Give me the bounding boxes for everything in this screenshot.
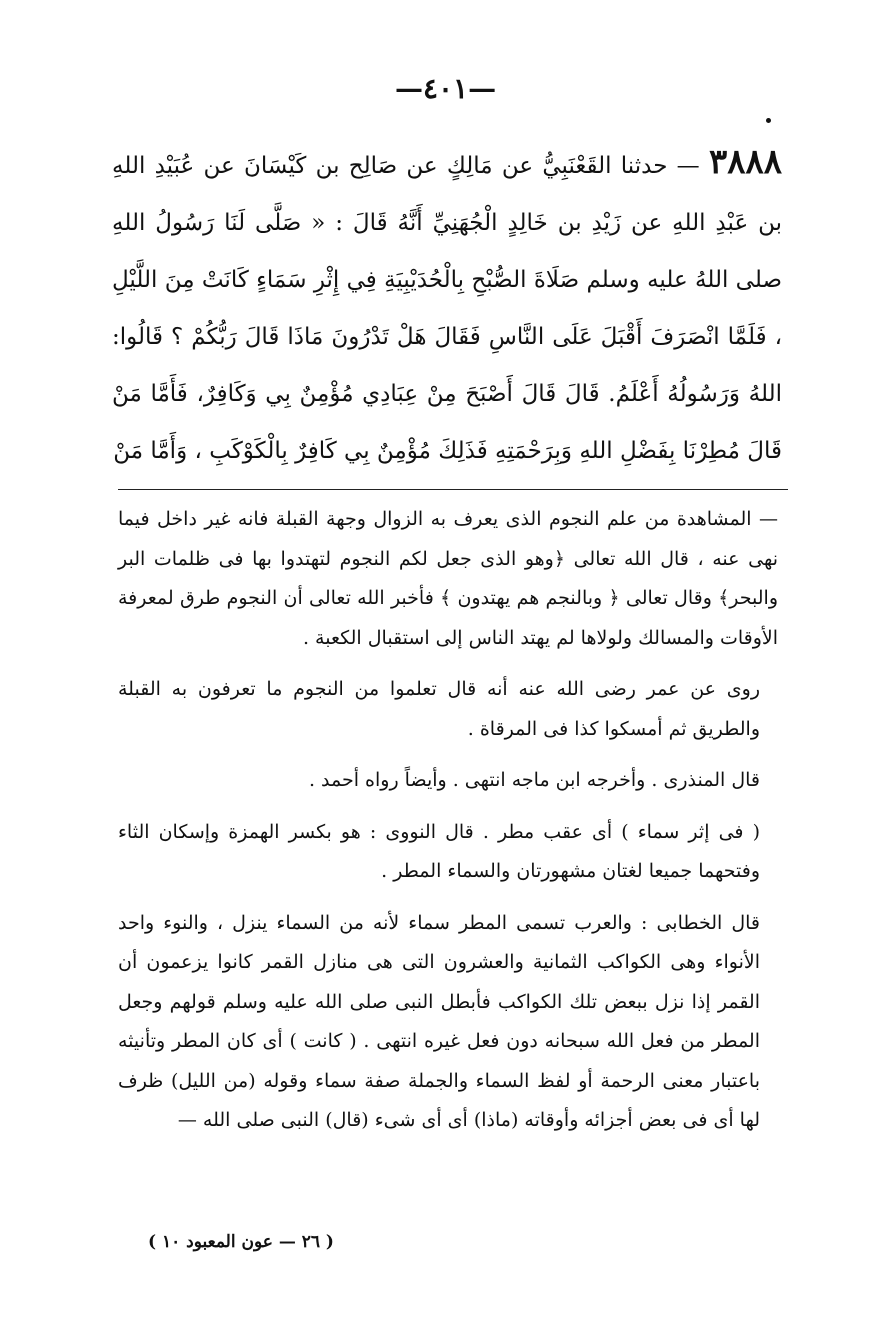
hadith-text: — حدثنا القَعْنَبِيُّ عن مَالِكٍ عن صَالِح بن كَيْسَانَ عن عُبَيْدِ اللهِ بن عَبْدِ اللهِ عن زَيْدِ بن خَالِدٍ الْجُهَنِيِّ أَنَّهُ قَالَ : « صَلَّى لَنَا رَسُولُ اللهِ صلى اللهُ عليه وسلم صَلَاةَ الصُّبْحِ بِالْحُدَيْبِيَةِ فِي إِثْرِ سَمَاءٍ كَانَتْ مِنَ اللَّيْلِ ، فَلَمَّا انْصَرَفَ أَقْبَلَ عَلَى النَّاسِ فَقَالَ هَلْ تَدْرُونَ مَاذَا قَالَ رَبُّكُمْ ؟ قَالُوا: اللهُ وَرَسُولُهُ أَعْلَمُ. قَالَ قَالَ أَصْبَحَ مِنْ عِبَادِي مُؤْمِنٌ بِي وَكَافِرٌ، فَأَمَّا مَنْ قَالَ مُطِرْنَا بِفَضْلِ اللهِ وَبِرَحْمَتِهِ فَذَلِكَ مُؤْمِنٌ بِي كَافِرٌ بِالْكَوْكَبِ ، وَأَمَّا مَنْ [112, 153, 782, 464]
margin-dot [766, 118, 771, 123]
volume-footer: ( ٢٦ — عون المعبود ١٠ ) [148, 1232, 334, 1252]
commentary-paragraph: — المشاهدة من علم النجوم الذى يعرف به الزوال وجهة القبلة فانه غير داخل فيما نهى عنه ، قال الله تعالى ﴿وهو الذى جعل لكم النجوم لتهتدوا بها فى ظلمات البر والبحر﴾ وقال تعالى ﴿ وبالنجم هم يهتدون ﴾ فأخبر الله تعالى أن النجوم طرق لمعرفة الأوقات والمسالك ولولاها لم يهتد الناس إلى استقبال الكعبة . [118, 508, 778, 649]
hadith-number: ٣٨٨٨ [708, 142, 782, 182]
commentary-paragraph: روى عن عمر رضى الله عنه أنه قال تعلموا من النجوم ما تعرفون به القبلة والطريق ثم أمسكوا كذا فى المرقاة . [118, 678, 760, 740]
footnote-divider [118, 489, 788, 490]
commentary-paragraph: ( فى إثر سماء ) أى عقب مطر . قال النووى : هو بكسر الهمزة وإسكان الثاء وفتحهما جميعا لغتان مشهورتان والسماء المطر . [118, 820, 760, 882]
commentary-paragraph: قال المنذرى . وأخرجه ابن ماجه انتهى . وأيضاً رواه أحمد . [308, 769, 760, 791]
commentary-block [118, 500, 778, 1141]
commentary-paragraph: قال الخطابى : والعرب تسمى المطر سماء لأنه من السماء ينزل ، والنوء واحد الأنواء وهى الكواكب الثمانية والعشرون التى هى منازل القمر كانوا يزعمون أن القمر إذا نزل ببعض تلك الكواكب فأبطل النبى صلى الله عليه وسلم قولهم وجعل المطر من فعل الله سبحانه دون فعل غيره انتهى . ( كانت ) أى كان المطر وتأنيثه باعتبار معنى الرحمة أو لفظ السماء والجملة صفة سماء وقوله (من الليل) ظرف لها أى فى بعض أجزائه وأوقاته (ماذا) أى أى شىء (قال) النبى صلى الله — [118, 911, 760, 1131]
hadith-text-block [112, 134, 782, 480]
page-number: —٤٠١— [394, 72, 497, 105]
